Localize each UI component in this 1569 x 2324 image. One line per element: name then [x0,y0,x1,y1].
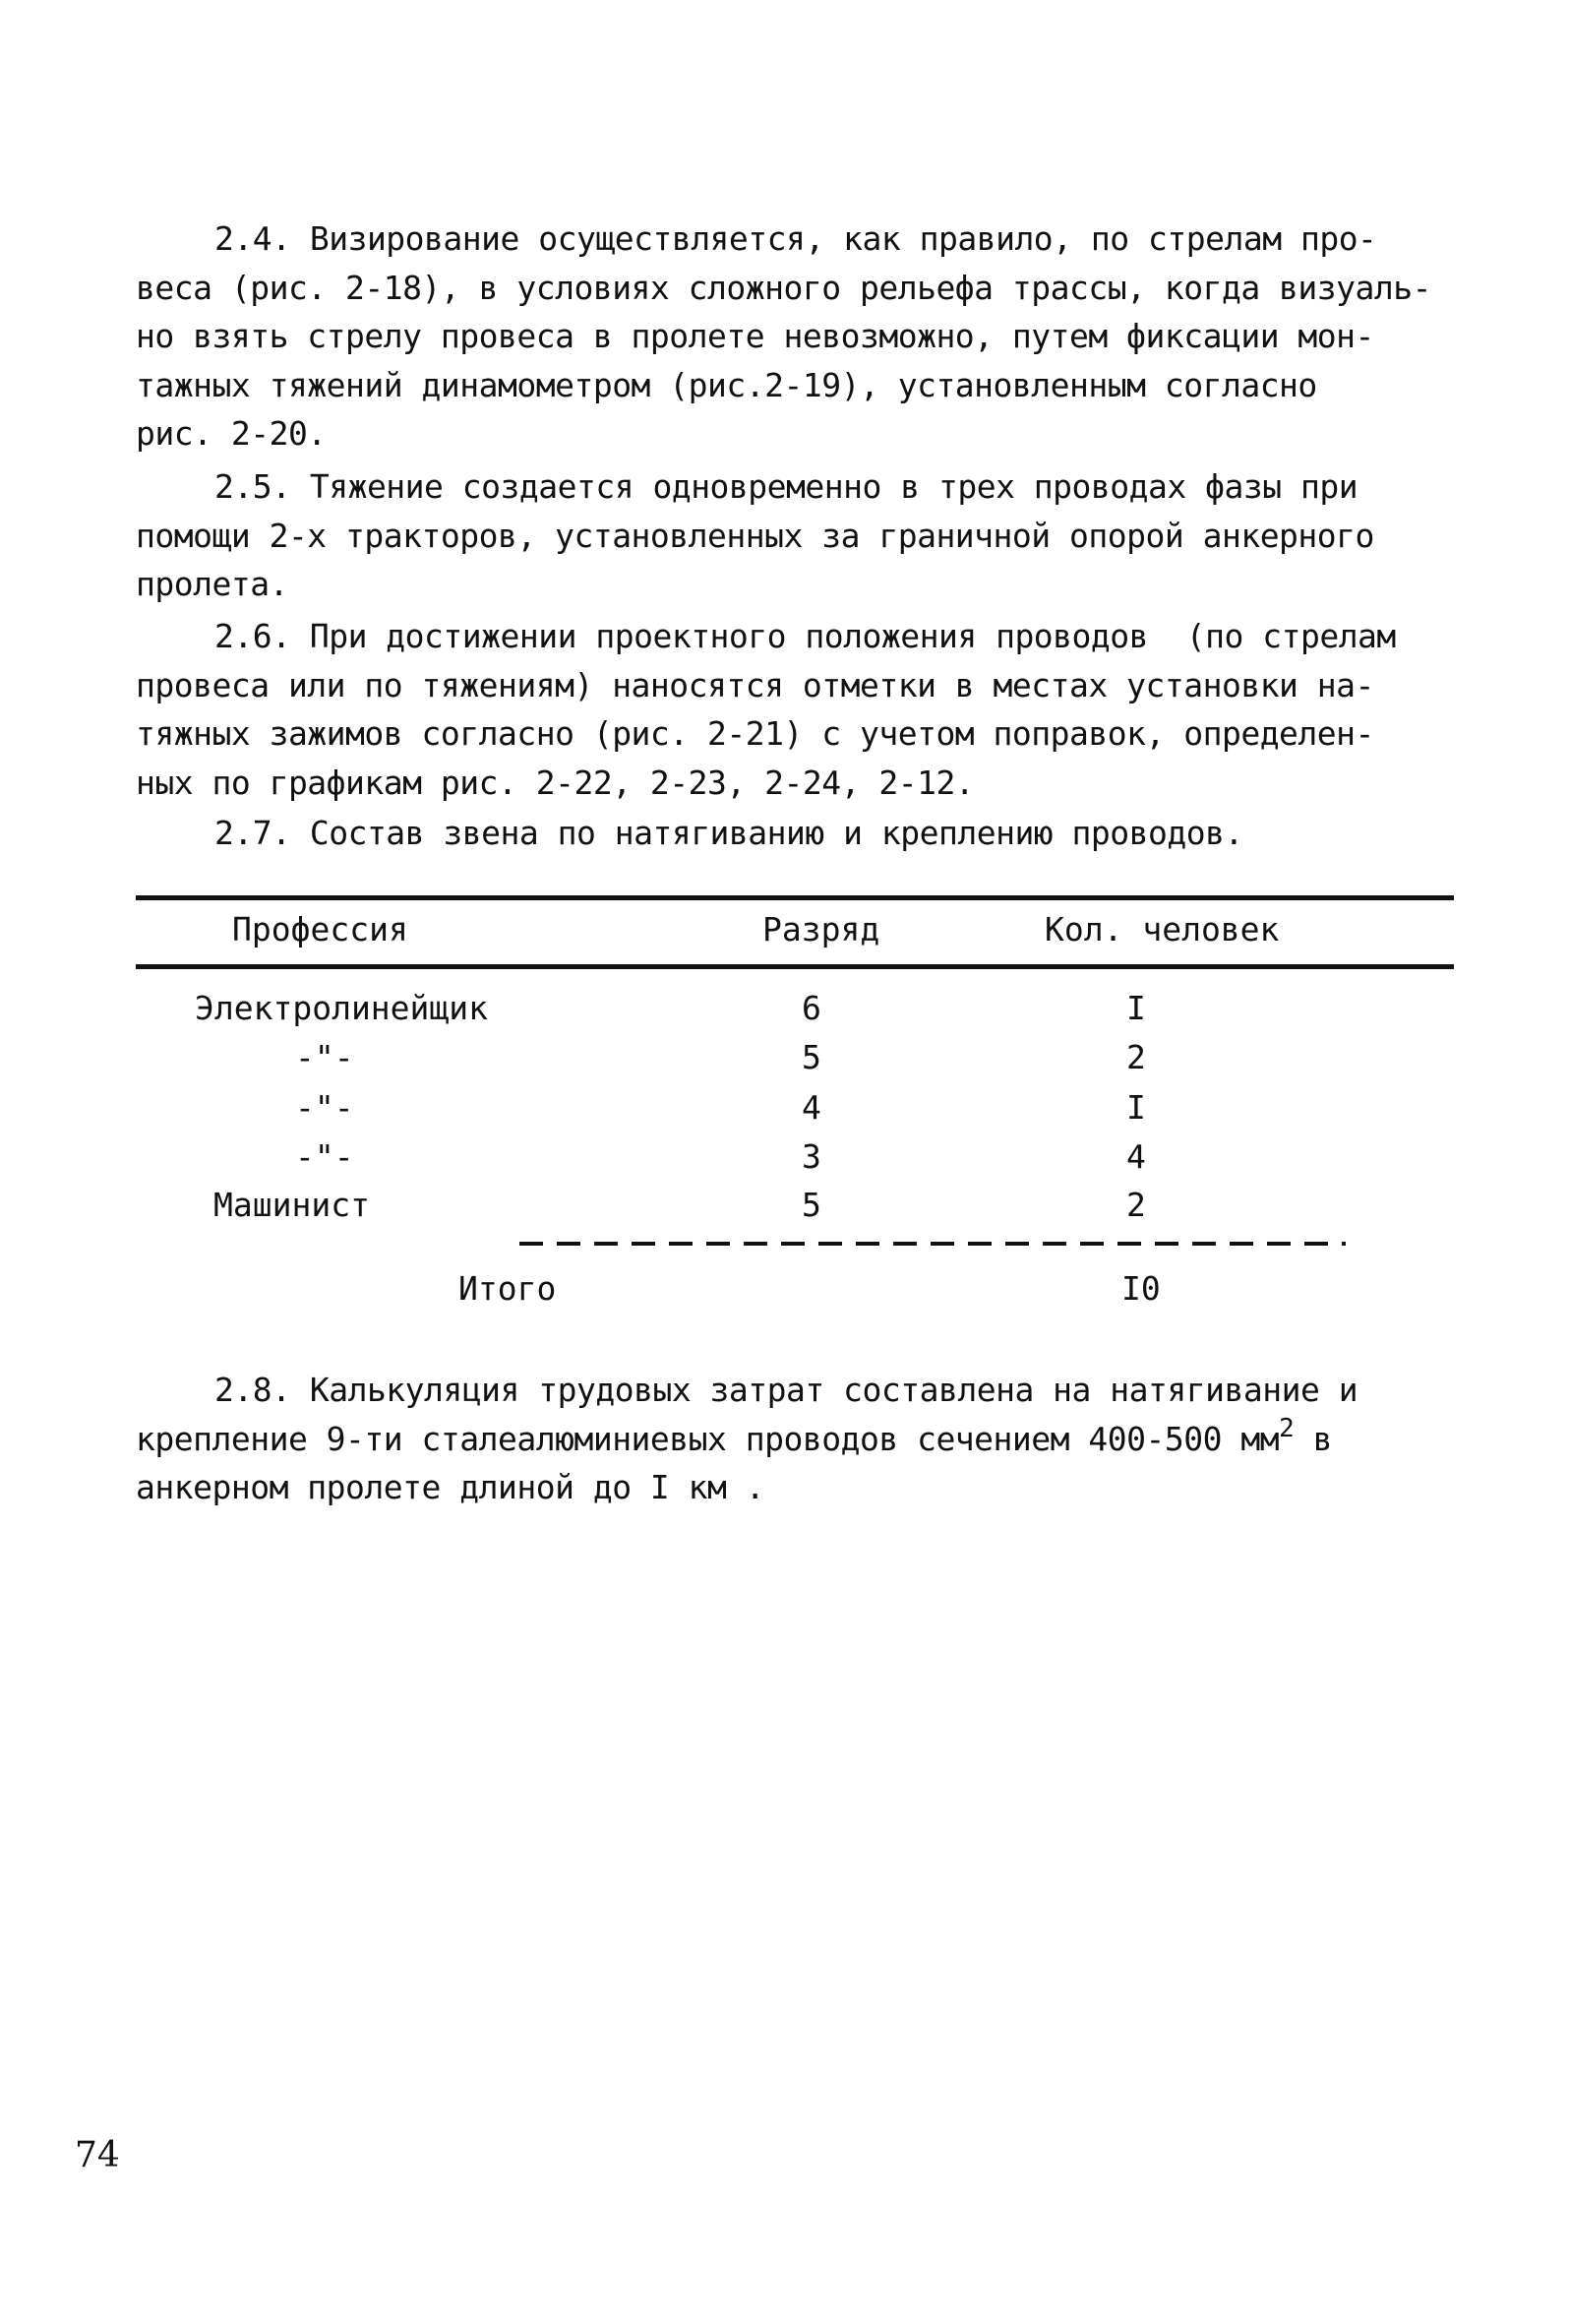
total-dashed-rule [519,1242,1346,1246]
table-header-count: Кол. человек [1045,910,1280,948]
cell-profession: Машинист [213,1186,370,1224]
cell-grade: 6 [802,989,821,1027]
total-value: I0 [1121,1269,1161,1308]
cell-count: 4 [1126,1137,1146,1176]
total-label: Итого [458,1269,557,1308]
text-line: провеса или по тяжениям) наносятся отметки в местах установки на- [136,665,1374,704]
cell-count: 2 [1126,1186,1146,1224]
text-line: 2.6. При достижении проектного положения проводов (по стрелам [214,617,1396,655]
text-line: 2.8. Калькуляция трудовых затрат составлена на натягивание и [214,1371,1358,1409]
text-line: пролета. [136,565,288,603]
page-number: 74 [75,2135,120,2175]
text-line: веса (рис. 2-18), в условиях сложного рельефа трассы, когда визуаль- [136,268,1432,307]
cell-profession: -"- [295,1088,354,1127]
text-line: анкерном пролете длиной до I км . [136,1468,765,1506]
text-line [136,1415,1493,1464]
text-line: 2.7. Состав звена по натягиванию и креплению проводов. [214,814,1243,852]
text-line: ных по графикам рис. 2-22, 2-23, 2-24, 2-12. [136,763,975,802]
table-header-rule [136,964,1454,969]
cell-grade: 5 [802,1186,821,1224]
paragraph-2-5 [136,462,1493,609]
cell-count: I [1126,989,1146,1027]
text-line: но взять стрелу провеса в пролете невозможно, путем фиксации мон- [136,317,1374,355]
cell-grade: 5 [802,1038,821,1076]
text-line: тяжных зажимов согласно (рис. 2-21) с учетом поправок, определен- [136,714,1374,753]
paragraph-2-4 [136,214,1493,459]
cell-count: I [1126,1088,1146,1127]
cell-count: 2 [1126,1038,1146,1076]
cell-profession: -"- [295,1038,354,1076]
table-header-grade: Разряд [762,910,880,948]
text-segment: в [1294,1419,1332,1458]
paragraph-2-7 [136,809,1493,858]
text-line: тажных тяжений динамометром (рис.2-19), установленным согласно [136,365,1317,404]
cell-grade: 3 [802,1137,821,1176]
text-segment: крепление 9-ти сталеалюминиевых проводов сечением 400-500 мм [136,1419,1280,1458]
paragraph-2-6 [136,612,1493,807]
text-line: рис. 2-20. [136,414,327,453]
cell-grade: 4 [802,1088,821,1127]
text-line: 2.4. Визирование осуществляется, как правило, по стрелам про- [214,219,1377,258]
cell-profession: Электролинейщик [195,989,489,1027]
text-line: помощи 2-х тракторов, установленных за граничной опорой анкерного [136,516,1374,555]
table-header-profession: Профессия [232,910,408,948]
cell-profession: -"- [295,1137,354,1176]
superscript: 2 [1279,1413,1295,1443]
paragraph-2-8 [136,1366,1493,1512]
text-line: 2.5. Тяжение создается одновременно в трех проводах фазы при [214,467,1358,506]
table-top-rule [136,895,1454,900]
